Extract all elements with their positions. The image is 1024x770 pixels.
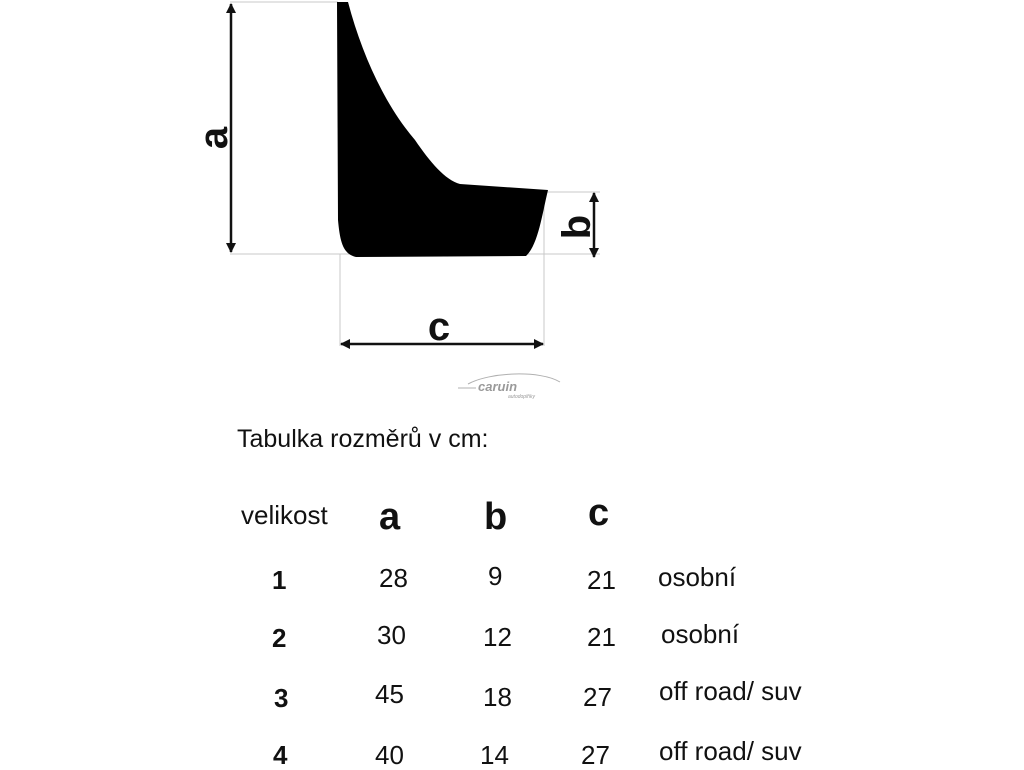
header-size: velikost [241, 500, 328, 530]
header-c: c [588, 492, 610, 534]
header-a: a [379, 496, 401, 538]
row-a: 45 [375, 679, 404, 709]
row-c: 27 [581, 740, 610, 770]
table-title: Tabulka rozměrů v cm: [237, 425, 489, 453]
row-a: 40 [375, 740, 404, 770]
row-b: 18 [483, 682, 512, 712]
dimension-a-label: a [192, 126, 236, 150]
row-size: 3 [274, 683, 289, 713]
row-type: osobní [661, 619, 740, 649]
row-c: 21 [587, 622, 616, 652]
dimension-b-label: b [555, 214, 599, 240]
header-b: b [484, 496, 508, 538]
row-b: 9 [488, 561, 503, 591]
row-type: off road/ suv [659, 736, 802, 766]
caruin-logo [458, 374, 560, 400]
row-type: off road/ suv [659, 676, 802, 706]
row-b: 14 [480, 740, 509, 770]
row-size: 1 [272, 565, 287, 595]
mudflap-shape [337, 2, 548, 257]
row-type: osobní [658, 562, 737, 592]
dimension-c-label: c [427, 305, 451, 349]
row-c: 21 [587, 565, 616, 595]
row-a: 30 [377, 620, 406, 650]
row-size: 4 [273, 740, 288, 770]
row-a: 28 [379, 563, 408, 593]
row-c: 27 [583, 682, 612, 712]
svg-text:caruin: caruin [478, 379, 518, 394]
row-b: 12 [483, 622, 512, 652]
row-size: 2 [272, 623, 287, 653]
svg-text:autodoplňky: autodoplňky [508, 394, 535, 400]
